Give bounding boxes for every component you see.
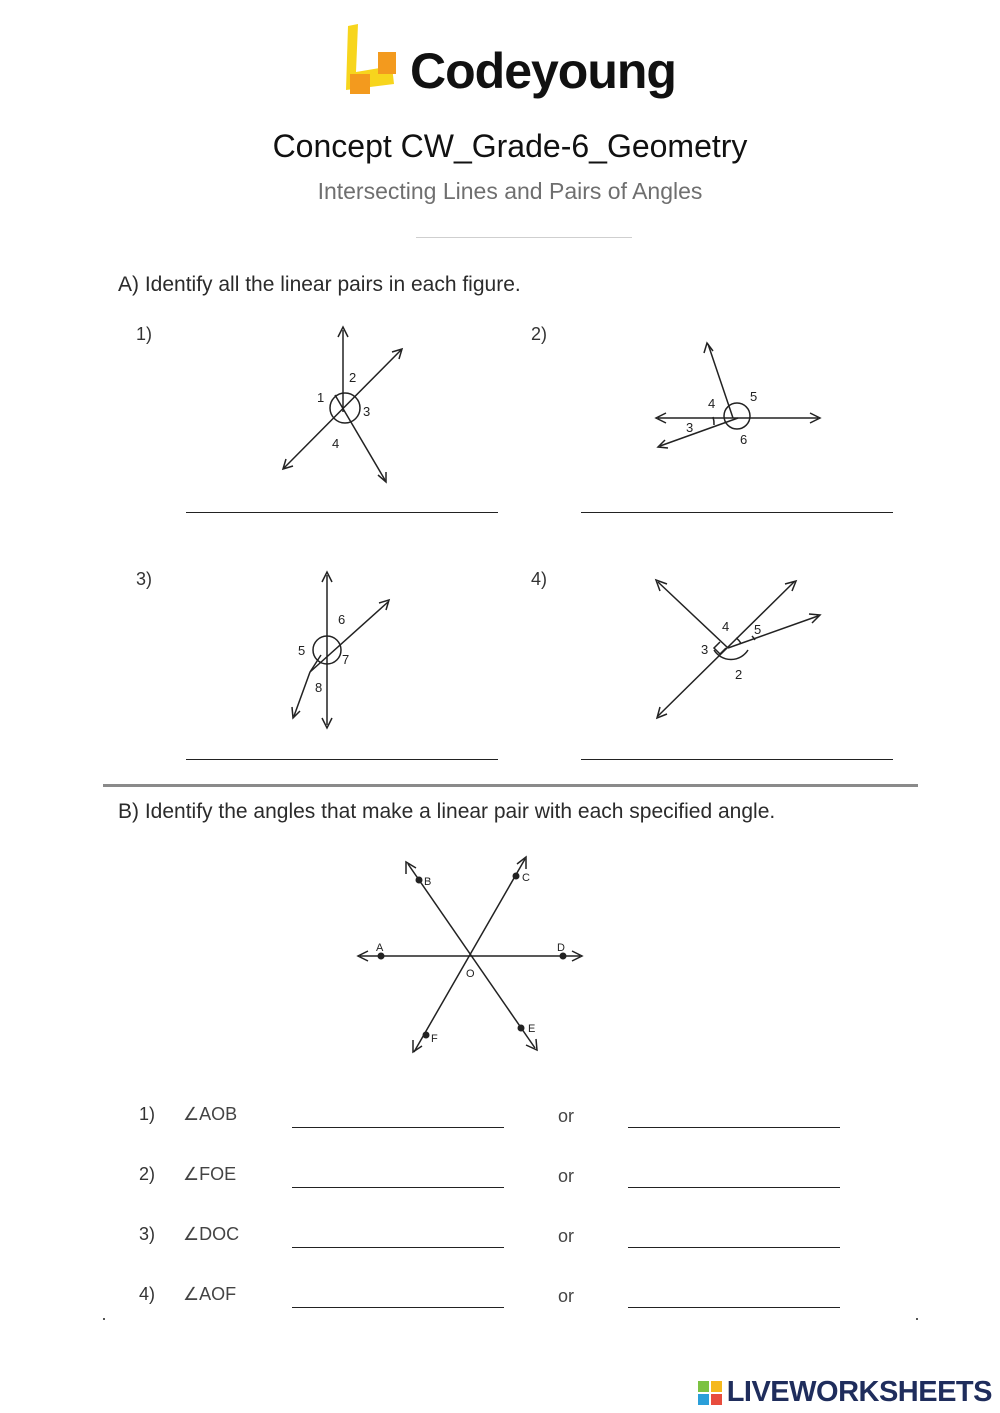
question-1-or: or [558,1106,575,1126]
question-4-answer-line-2[interactable] [628,1307,840,1308]
fig2-label-4: 4 [708,396,716,411]
question-2-number: 2) [139,1164,156,1184]
problem-3-figure [285,565,400,735]
point-a-label: A [376,942,384,954]
problem-2-figure [650,335,825,450]
fig4-label-3: 3 [701,642,709,657]
fig3-label-5: 5 [298,643,306,658]
section-a-heading: A) Identify all the linear pairs in each figure. [118,273,521,296]
problem-1-answer-line[interactable] [186,512,498,513]
point-d-label: D [557,942,565,954]
problem-1-number: 1) [136,324,153,344]
fig1-label-2: 2 [349,370,357,385]
question-3-answer-line-2[interactable] [628,1247,840,1248]
section-b-heading: B) Identify the angles that make a linear pair with each specified angle. [118,800,776,823]
question-3-answer-line-1[interactable] [292,1247,504,1248]
point-e-label: E [528,1023,536,1035]
question-2-answer-line-1[interactable] [292,1187,504,1188]
header-divider [416,237,632,238]
liveworksheets-watermark: LIVEWORKSHEETS [726,1376,992,1408]
fig1-label-3: 3 [363,404,371,419]
corner-mark-right [916,1318,918,1320]
problem-4-answer-line[interactable] [581,759,893,760]
fig2-label-3: 3 [686,420,694,435]
problem-3-number: 3) [136,569,153,589]
brand-name: Codeyoung [410,43,676,99]
page-subtitle: Intersecting Lines and Pairs of Angles [317,178,703,204]
question-1-angle: ∠AOB [183,1104,238,1124]
question-1-answer-line-1[interactable] [292,1127,504,1128]
fig4-label-2: 2 [735,667,743,682]
fig1-label-4: 4 [332,436,340,451]
question-2-or: or [558,1166,575,1186]
question-4-angle: ∠AOF [183,1284,237,1304]
point-b-label: B [424,876,432,888]
problem-3-answer-line[interactable] [186,759,498,760]
problem-4-figure [648,572,828,724]
fig4-label-5: 5 [754,622,762,637]
fig4-label-4: 4 [722,619,730,634]
section-b-figure [355,855,585,1055]
fig2-label-6: 6 [740,432,748,447]
question-3-number: 3) [139,1224,156,1244]
problem-4-number: 4) [531,569,548,589]
codeyoung-logo-icon [342,24,402,98]
question-4-number: 4) [139,1284,156,1304]
section-divider [103,784,918,787]
question-1-number: 1) [139,1104,156,1124]
problem-1-figure [270,318,420,493]
liveworksheets-logo-icon [698,1381,722,1405]
question-2-answer-line-2[interactable] [628,1187,840,1188]
point-c-label: C [522,872,530,884]
fig3-label-8: 8 [315,680,323,695]
corner-mark-left [103,1318,105,1320]
point-f-label: F [431,1033,438,1045]
fig3-label-6: 6 [338,612,346,627]
page-title: Concept CW_Grade-6_Geometry [272,128,748,164]
question-2-angle: ∠FOE [183,1164,237,1184]
fig3-label-7: 7 [342,652,350,667]
question-3-angle: ∠DOC [183,1224,240,1244]
fig1-label-1: 1 [317,390,325,405]
question-3-or: or [558,1226,575,1246]
point-o-label: O [466,968,475,980]
question-4-or: or [558,1286,575,1306]
question-1-answer-line-2[interactable] [628,1127,840,1128]
problem-2-answer-line[interactable] [581,512,893,513]
question-4-answer-line-1[interactable] [292,1307,504,1308]
fig2-label-5: 5 [750,389,758,404]
problem-2-number: 2) [531,324,548,344]
